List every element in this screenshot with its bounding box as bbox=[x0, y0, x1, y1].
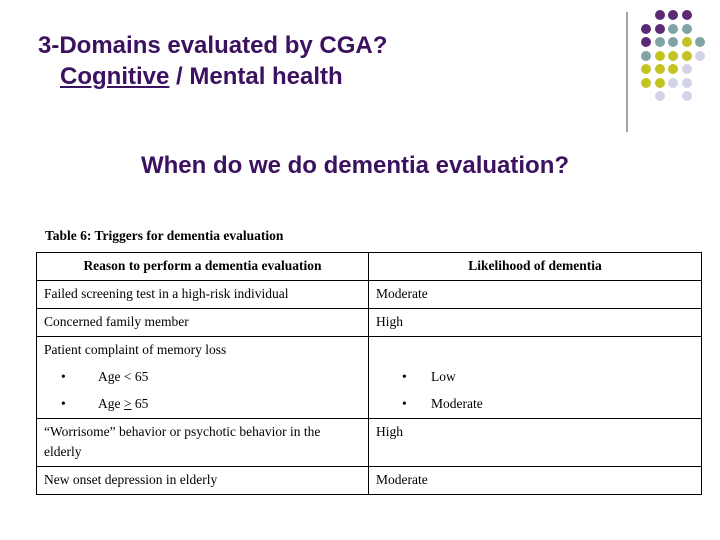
reason-text: Patient complaint of memory loss bbox=[44, 342, 227, 357]
likelihood-cell: High bbox=[369, 419, 702, 467]
header-reason: Reason to perform a dementia evaluation bbox=[37, 253, 369, 281]
table-row bbox=[37, 419, 702, 467]
likelihood-bullet-list bbox=[376, 367, 694, 414]
title-line-2 bbox=[38, 61, 387, 92]
table-row bbox=[37, 281, 702, 309]
decorative-dot bbox=[655, 10, 665, 20]
bullet-likelihood-moderate: • Moderate bbox=[376, 394, 694, 414]
decorative-dot bbox=[641, 37, 651, 47]
decorative-dot bbox=[668, 24, 678, 34]
reason-cell: New onset depression in elderly bbox=[37, 467, 369, 495]
slide-subtitle: When do we do dementia evaluation? bbox=[140, 152, 570, 179]
reason-cell: Concerned family member bbox=[37, 309, 369, 337]
bullet-likelihood-low: • Low bbox=[376, 367, 694, 387]
decorative-dot bbox=[682, 78, 692, 88]
decorative-dot bbox=[695, 51, 705, 61]
decorative-dot bbox=[668, 78, 678, 88]
decorative-dot bbox=[655, 91, 665, 101]
decorative-dot bbox=[655, 51, 665, 61]
title-cognitive: Cognitive bbox=[60, 63, 170, 90]
decorative-dot bbox=[641, 78, 651, 88]
decorative-dot bbox=[682, 64, 692, 74]
decorative-dot bbox=[655, 64, 665, 74]
age-bullet-list bbox=[44, 367, 361, 414]
reason-cell: Failed screening test in a high-risk individual bbox=[37, 281, 369, 309]
decorative-dot bbox=[668, 51, 678, 61]
decorative-dot bbox=[668, 10, 678, 20]
likelihood-cell: Moderate bbox=[369, 467, 702, 495]
bullet-age-under-65: • Age < 65 bbox=[44, 367, 361, 387]
greater-or-equal-symbol: > bbox=[123, 396, 132, 411]
table-header-row bbox=[37, 253, 702, 281]
decorative-dot bbox=[641, 51, 651, 61]
header-likelihood: Likelihood of dementia bbox=[369, 253, 702, 281]
decorative-dot bbox=[682, 37, 692, 47]
dementia-triggers-table bbox=[36, 252, 702, 495]
decorative-dot bbox=[695, 37, 705, 47]
likelihood-cell: High bbox=[369, 309, 702, 337]
reason-cell bbox=[37, 337, 369, 419]
title-line-1: 3-Domains evaluated by CGA? bbox=[38, 32, 388, 59]
decorative-divider bbox=[626, 12, 628, 132]
decorative-dot bbox=[668, 37, 678, 47]
decorative-dot bbox=[682, 10, 692, 20]
likelihood-cell bbox=[369, 337, 702, 419]
decorative-dot bbox=[682, 51, 692, 61]
decorative-dot bbox=[668, 64, 678, 74]
likelihood-cell: Moderate bbox=[369, 281, 702, 309]
table-row bbox=[37, 467, 702, 495]
decorative-dot bbox=[641, 64, 651, 74]
title-mental-health: / Mental health bbox=[169, 63, 343, 90]
slide-title bbox=[38, 30, 387, 92]
decorative-dot bbox=[682, 24, 692, 34]
table-row bbox=[37, 309, 702, 337]
table-caption: Table 6: Triggers for dementia evaluation bbox=[45, 228, 284, 243]
bullet-age-65-or-over: • Age > 65 bbox=[44, 394, 361, 414]
decorative-dot bbox=[655, 78, 665, 88]
decorative-dot-grid bbox=[640, 10, 720, 120]
decorative-dot bbox=[655, 24, 665, 34]
decorative-dot bbox=[655, 37, 665, 47]
table-row bbox=[37, 337, 702, 419]
reason-cell: “Worrisome” behavior or psychotic behavior in the elderly bbox=[37, 419, 369, 467]
decorative-dot bbox=[682, 91, 692, 101]
decorative-dot bbox=[641, 24, 651, 34]
